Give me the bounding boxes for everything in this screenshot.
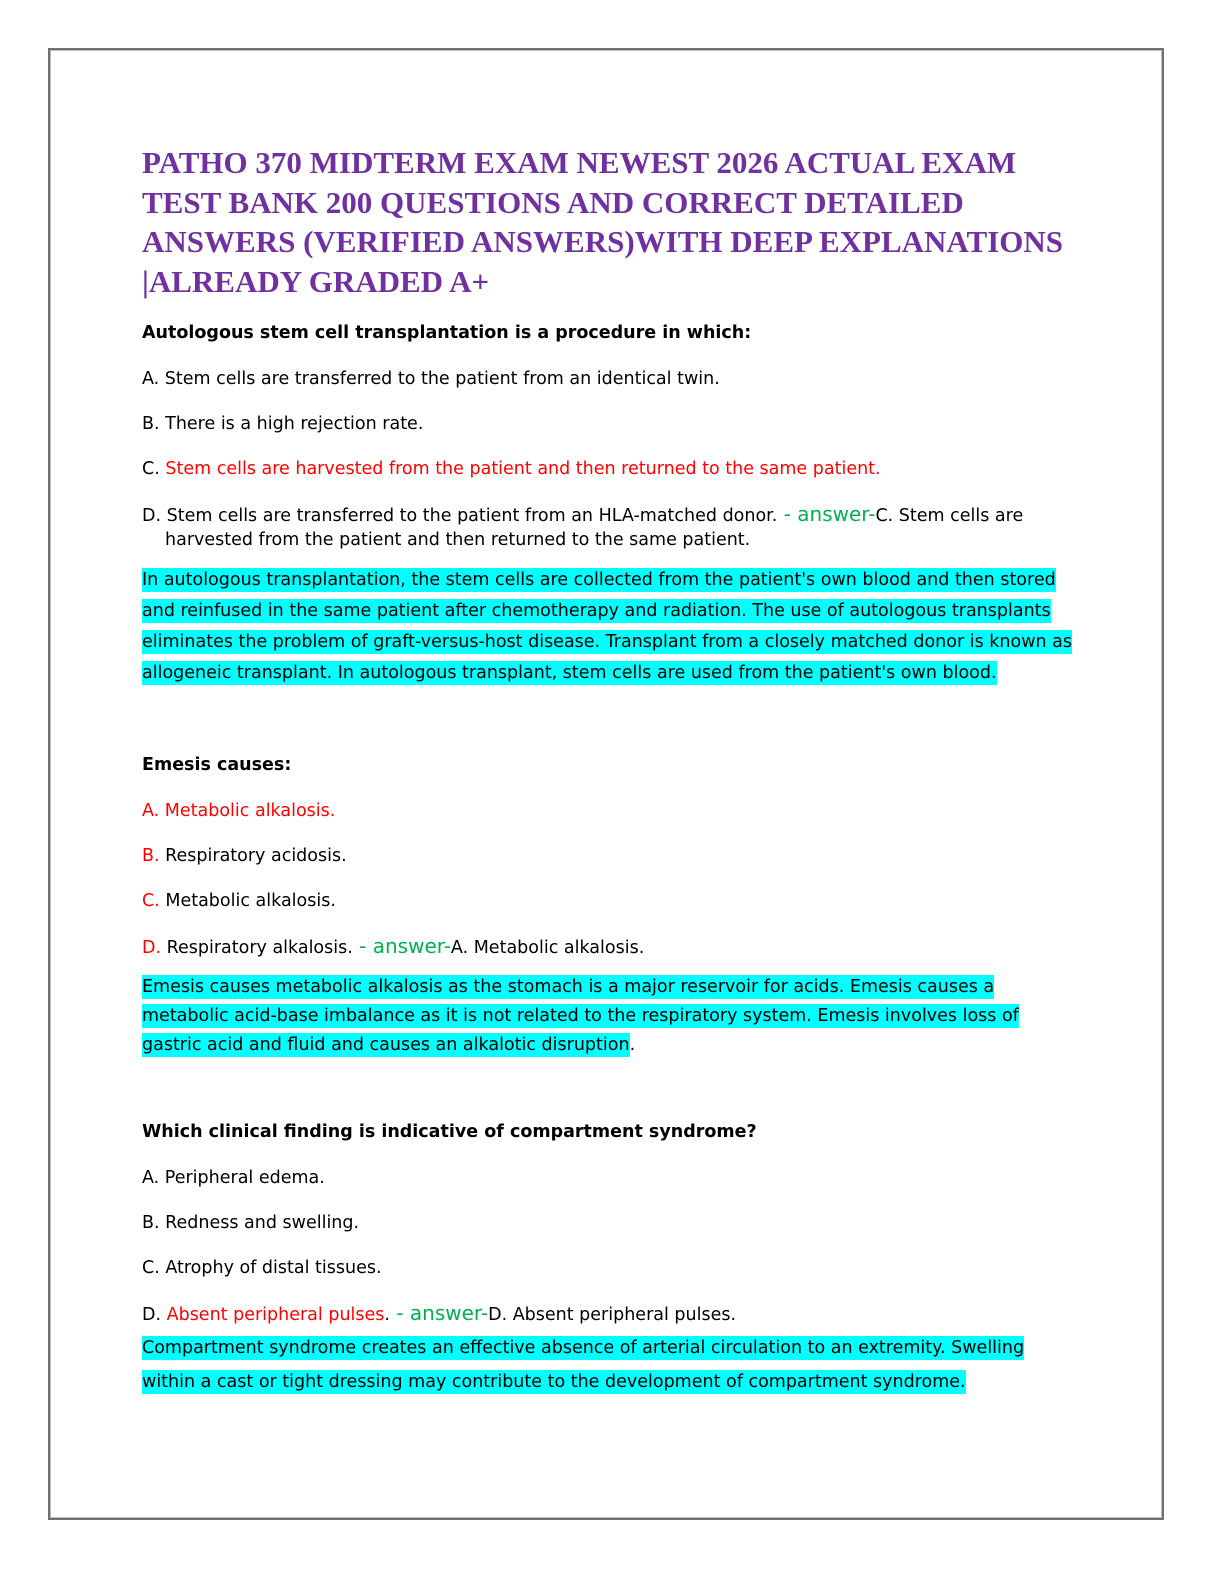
q2-explanation [142, 973, 1072, 1060]
q1-option-c [142, 457, 1072, 481]
q2-answer: A. Metabolic alkalosis. [450, 938, 645, 958]
question-1 [142, 321, 1072, 689]
q2-answer-marker: - answer- [352, 934, 451, 958]
q2-option-c-letter: C. [142, 891, 160, 911]
q1-option-d [142, 502, 1072, 552]
q1-answer-marker: - answer- [777, 502, 876, 526]
question-2-text: Emesis causes: [142, 755, 292, 775]
q1-answer-line2: harvested from the patient and then returned to the same patient. [165, 530, 751, 550]
q1-option-c-letter: C. [142, 459, 166, 479]
q2-option-b [142, 844, 1072, 868]
q2-option-d-letter: D. [142, 938, 162, 958]
q3-option-d [142, 1301, 1072, 1327]
q2-option-a: A. Metabolic alkalosis. [142, 801, 336, 821]
q2-option-b-letter: B. [142, 846, 160, 866]
document-content [142, 143, 1072, 1399]
q3-option-d-end: . [384, 1305, 390, 1325]
q2-option-d-text: Respiratory alkalosis. [161, 938, 353, 958]
q3-explanation-text: Compartment syndrome creates an effective absence of arterial circulation to an extremity. Swelling within a cast or tight dressing may contribute to the development of compartment syndrome. [142, 1338, 1025, 1392]
q2-option-c-text: Metabolic alkalosis. [159, 891, 336, 911]
q3-answer: D. Absent peripheral pulses. [488, 1305, 737, 1325]
q2-explanation-end: . [629, 1035, 636, 1055]
q1-option-d-text: D. Stem cells are transferred to the patient from an HLA-matched donor. [142, 506, 778, 526]
q1-option-c-text: Stem cells are harvested from the patient and then returned to the same patient. [165, 459, 881, 479]
q2-option-b-text: Respiratory acidosis. [159, 846, 347, 866]
question-3-text: Which clinical finding is indicative of compartment syndrome? [142, 1122, 757, 1142]
q1-answer-line1: C. Stem cells are [875, 506, 1024, 526]
q1-option-b: B. There is a high rejection rate. [142, 414, 424, 434]
q3-option-b: B. Redness and swelling. [142, 1213, 360, 1233]
q3-option-a: A. Peripheral edema. [142, 1168, 325, 1188]
question-2 [142, 753, 1072, 1060]
q1-option-a: A. Stem cells are transferred to the patient from an identical twin. [142, 369, 720, 389]
question-3 [142, 1120, 1072, 1399]
q3-explanation [142, 1331, 1072, 1399]
document-title: PATHO 370 MIDTERM EXAM NEWEST 2026 ACTUAL EXAM TEST BANK 200 QUESTIONS AND CORRECT DETAILED ANSWERS (VERIFIED ANSWERS)WITH DEEP EXPLANATIONS |ALREADY GRADED A+ [142, 145, 1063, 299]
q1-explanation [142, 565, 1072, 689]
q2-option-d [142, 934, 1072, 960]
q1-explanation-text: In autologous transplantation, the stem cells are collected from the patient's own blood and then stored and reinfused in the same patient after chemotherapy and radiation. The use of autologous transplants eliminates the problem of graft-versus-host disease. Transplant from a closely matched donor is known as allogeneic transplant. In autologous transplant, stem cells are used from the patient's own blood. [142, 570, 1073, 683]
q3-answer-marker: - answer- [389, 1301, 489, 1325]
q2-explanation-text: Emesis causes metabolic alkalosis as the stomach is a major reservoir for acids. Emesis causes a metabolic acid-base imbalance as it is not related to the respiratory system. Emesis involves loss of gastric acid and fluid and causes an alkalotic disruption [142, 977, 1019, 1055]
q2-option-c [142, 889, 1072, 913]
q3-option-d-letter: D. [142, 1305, 167, 1325]
q3-option-c: C. Atrophy of distal tissues. [142, 1258, 382, 1278]
q3-option-d-text: Absent peripheral pulses [166, 1305, 385, 1325]
question-1-text: Autologous stem cell transplantation is a procedure in which: [142, 323, 752, 343]
